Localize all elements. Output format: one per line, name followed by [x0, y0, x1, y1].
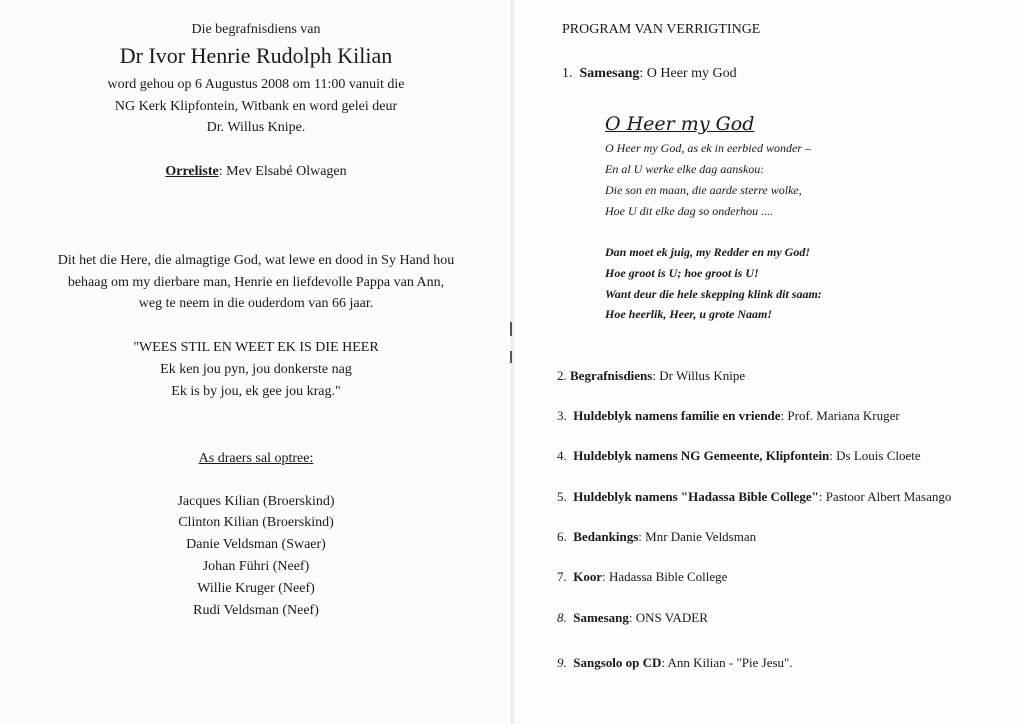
bearer-6: Rudi Veldsman (Neef) [193, 603, 319, 618]
service-intro: Die begrafnisdiens van [191, 22, 321, 37]
hymn-verse-line-2: En al U werke elke dag aanskou: [605, 162, 765, 176]
program-item-1: 1. Samesang: O Heer my God [562, 66, 737, 81]
program-item-8: 8. Samesang: ONS VADER [557, 610, 708, 625]
bearer-1: Jacques Kilian (Broerskind) [177, 494, 335, 509]
quote-line-3: Ek is by jou, ek gee jou krag." [171, 384, 341, 399]
service-detail-line-2: NG Kerk Klipfontein, Witbank en word gelei deur [114, 99, 398, 114]
program-item-9: 9. Sangsolo op CD: Ann Kilian - "Pie Jesu". [557, 655, 793, 670]
announcement-line-1: Dit het die Here, die almagtige God, wat lewe en dood in Sy Hand hou [57, 253, 455, 268]
program-title: PROGRAM VAN VERRIGTINGE [562, 22, 761, 37]
quote-line-1: "WEES STIL EN WEET EK IS DIE HEER [133, 340, 379, 355]
bearer-4: Johan Führi (Neef) [202, 559, 310, 574]
bearer-3: Danie Veldsman (Swaer) [186, 537, 326, 552]
hymn-verse-line-3: Die son en maan, die aarde sterre wolke, [605, 183, 802, 197]
organist-line [0, 164, 512, 180]
bearer-2: Clinton Kilian (Broerskind) [178, 515, 334, 530]
hymn-verse-line-4: Hoe U dit elke dag so onderhou .... [605, 204, 774, 218]
program-item-4: 4. Huldeblyk namens NG Gemeente, Klipfontein: Ds Louis Cloete [557, 448, 921, 463]
announcement-line-2: behaag om my dierbare man, Henrie en liefdevolle Pappa van Ann, [67, 275, 445, 290]
bearer-5: Willie Kruger (Neef) [197, 581, 315, 596]
hymn-title: O Heer my God [605, 113, 755, 135]
hymn-chorus-line-3: Want deur die hele skepping klink dit saam: [605, 287, 822, 301]
hymn-chorus-line-4: Hoe heerlik, Heer, u grote Naam! [605, 307, 772, 321]
hymn-chorus-line-1: Dan moet ek juig, my Redder en my God! [605, 245, 810, 259]
program-item-2: 2. Begrafnisdiens: Dr Willus Knipe [557, 368, 746, 383]
organist-value: : Mev Elsabé Olwagen [218, 164, 347, 179]
program-item-7: 7. Koor: Hadassa Bible College [557, 569, 728, 584]
announcement-line-3: weg te neem in die ouderdom van 66 jaar. [138, 296, 374, 311]
bearers-heading [0, 451, 512, 467]
quote-line-2: Ek ken jou pyn, jou donkerste nag [160, 362, 352, 377]
organist-label: Orreliste [165, 164, 219, 179]
deceased-name: Dr Ivor Henrie Rudolph Kilian [119, 43, 393, 68]
fold-mark-top [510, 322, 512, 336]
service-detail-line-1: word gehou op 6 Augustus 2008 om 11:00 vanuit die [107, 77, 405, 92]
program-item-5: 5. Huldeblyk namens "Hadassa Bible College": Pastoor Albert Masango [557, 489, 952, 504]
program-item-3: 3. Huldeblyk namens familie en vriende: Prof. Mariana Kruger [557, 408, 900, 423]
hymn-verse-line-1: O Heer my God, as ek in eerbied wonder – [605, 141, 811, 155]
hymn-chorus-line-2: Hoe groot is U; hoe groot is U! [605, 266, 759, 280]
service-detail-line-3: Dr. Willus Knipe. [206, 120, 306, 135]
bearers-heading-text: As draers sal optree: [198, 451, 314, 466]
program-item-6: 6. Bedankings: Mnr Danie Veldsman [557, 529, 757, 544]
